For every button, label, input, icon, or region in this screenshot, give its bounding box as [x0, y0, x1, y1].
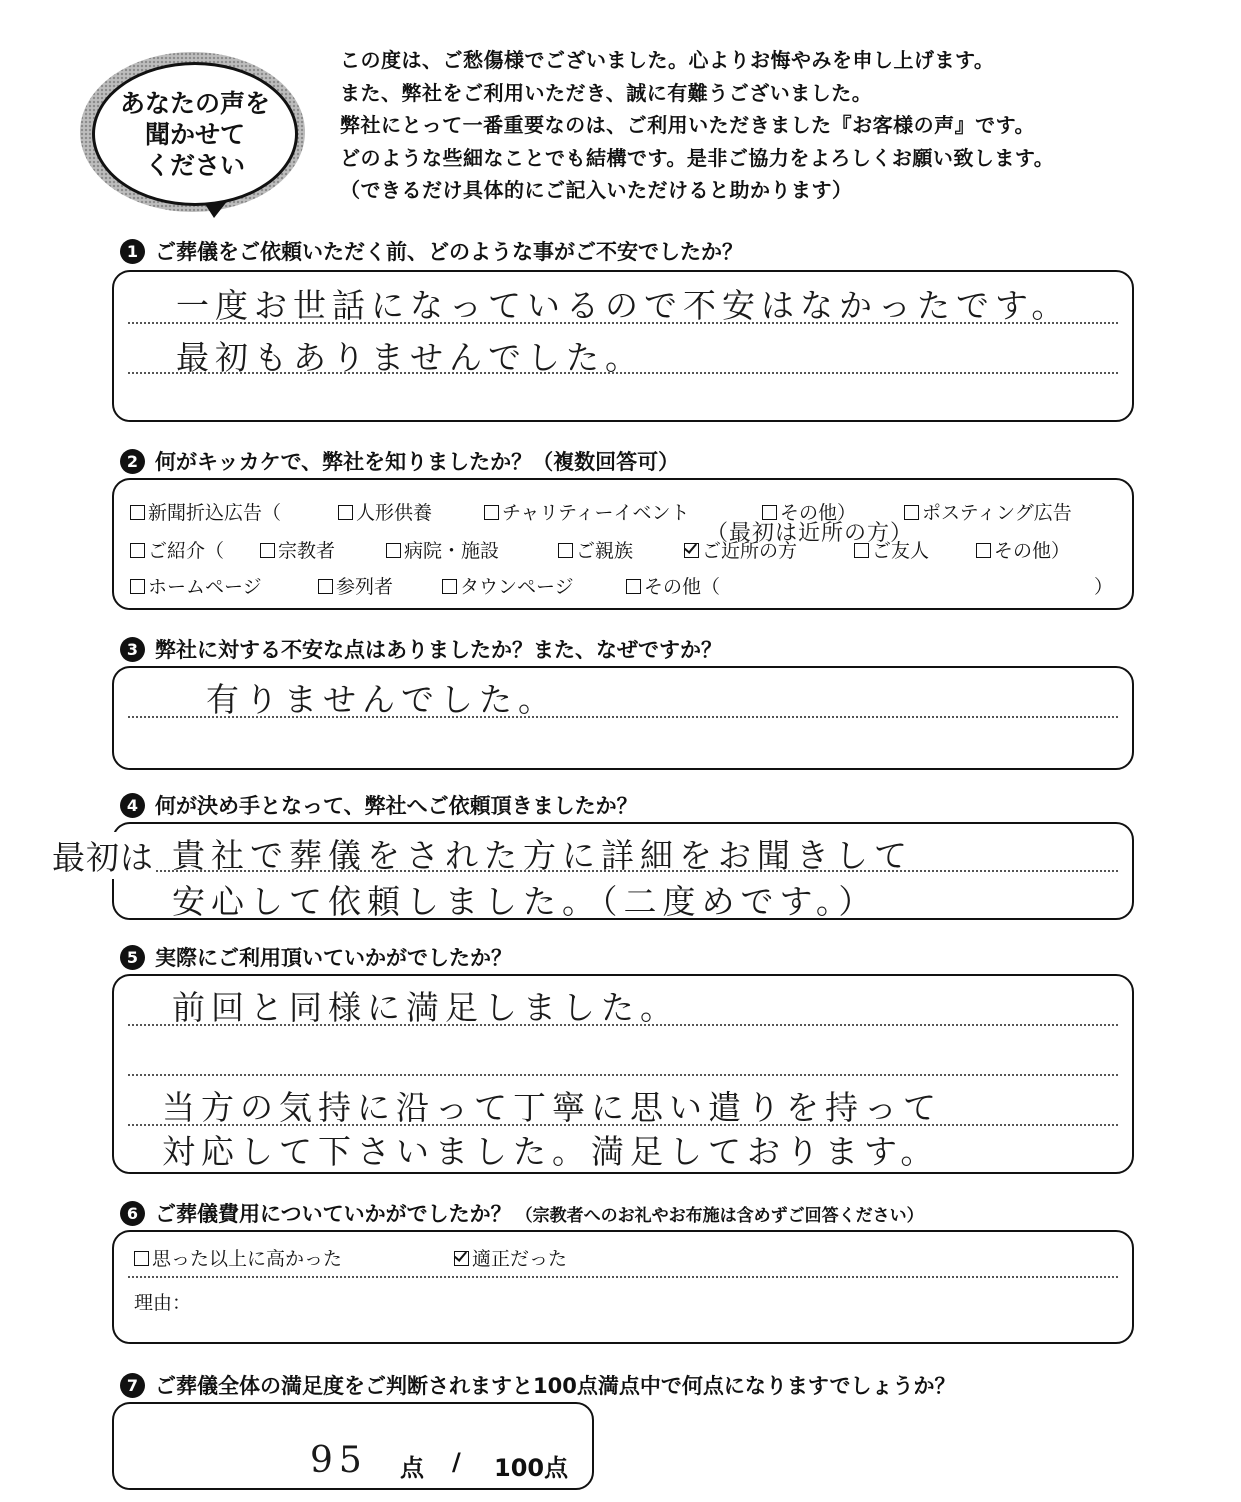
checkbox[interactable] [318, 579, 333, 594]
handwritten-answer: 前回と同様に満足しました。 [172, 988, 679, 1027]
intro-line: この度は、ご愁傷様でございました。心よりお悔やみを申し上げます。 [340, 48, 995, 72]
option-posting-ad[interactable]: ポスティング広告 [904, 498, 1072, 525]
question-7 [120, 1370, 955, 1400]
checkbox[interactable] [134, 1251, 149, 1266]
option-friend[interactable]: ご友人 [854, 536, 929, 563]
question-2 [120, 446, 679, 476]
intro-line: 弊社にとって一番重要なのは、ご利用いただきました『お客様の声』です。 [340, 113, 1035, 137]
intro-text [340, 44, 1054, 207]
handwritten-answer: 最初もありませんでした。 [176, 338, 644, 377]
question-number: 3 [120, 637, 145, 662]
answer-box-1[interactable] [112, 270, 1134, 422]
intro-line: どのような些細なことでも結構です。是非ご協力をよろしくお願い致します。 [340, 145, 1055, 170]
checkbox[interactable] [338, 505, 353, 520]
question-note: （宗教者へのお礼やお布施は含めずご回答ください） [515, 1205, 924, 1226]
option-newspaper[interactable]: 新聞折込広告（ [130, 498, 281, 525]
option-homepage[interactable]: ホームページ [130, 572, 262, 599]
checkbox[interactable] [386, 543, 401, 558]
option-charity-event[interactable]: チャリティーイベント [484, 498, 690, 525]
intro-line: また、弊社をご利用いただき、誠に有難うございました。 [340, 80, 873, 105]
option-referral[interactable]: ご紹介（ [130, 536, 224, 563]
checkbox-checked[interactable] [684, 543, 699, 558]
question-1 [120, 236, 743, 266]
checkbox[interactable] [260, 543, 275, 558]
closing-paren: ） [1094, 576, 1114, 598]
intro-line: （できるだけ具体的にご記入いただけると助かります） [340, 178, 853, 202]
answer-box-5[interactable] [112, 974, 1134, 1174]
option-other-3[interactable]: その他（ [626, 572, 720, 599]
checkbox-checked[interactable] [454, 1251, 469, 1266]
question-label: 何がキッカケで、弊社を知りましたか？（複数回答可） [155, 450, 680, 474]
option-relatives[interactable]: ご親族 [558, 536, 633, 563]
question-6 [120, 1198, 924, 1228]
option-neighbor[interactable]: ご近所の方 [684, 536, 797, 563]
question-label: ご葬儀費用についていかがでしたか？ [155, 1202, 512, 1226]
score-max: 100点 [494, 1454, 569, 1482]
handwritten-score: 95 [310, 1440, 368, 1481]
checkbox[interactable] [854, 543, 869, 558]
answer-box-6 [112, 1230, 1134, 1344]
question-label: 何が決め手となって、弊社へご依頼頂きましたか？ [155, 794, 638, 818]
handwritten-answer: 対応して下さいました。満足しております。 [162, 1132, 940, 1171]
score-slash: / [452, 1448, 461, 1476]
dotted-line [128, 1074, 1118, 1076]
checkbox[interactable] [130, 505, 145, 520]
question-number: 2 [120, 449, 145, 474]
option-other-2[interactable]: その他） [976, 536, 1070, 563]
handwritten-answer: 安心して依頼しました。（二度めです。） [172, 882, 878, 921]
checkbox[interactable] [558, 543, 573, 558]
question-label: 実際にご利用頂いていかがでしたか？ [155, 946, 512, 970]
question-number: 7 [120, 1373, 145, 1398]
answer-box-2 [112, 478, 1134, 610]
question-4 [120, 790, 638, 820]
handwritten-answer: 一度お世話になっているので不安はなかったです。 [176, 286, 1071, 325]
answer-box-4[interactable] [112, 822, 1134, 920]
option-hospital[interactable]: 病院・施設 [386, 536, 499, 563]
checkbox[interactable] [484, 505, 499, 520]
checkbox[interactable] [442, 579, 457, 594]
handwritten-note: （最初は近所の方） [706, 521, 914, 546]
option-appropriate[interactable]: 適正だった [454, 1244, 567, 1271]
speech-bubble [92, 62, 298, 206]
score-unit: 点 [400, 1454, 424, 1482]
checkbox[interactable] [626, 579, 641, 594]
handwritten-answer: 当方の気持に沿って丁寧に思い遣りを持って [162, 1088, 942, 1127]
handwritten-answer: 有りませんでした。 [206, 680, 557, 719]
score-box[interactable] [112, 1402, 594, 1490]
answer-box-3[interactable] [112, 666, 1134, 770]
question-number: 6 [120, 1201, 145, 1226]
handwritten-margin-note: 最初は [52, 832, 154, 879]
bubble-line-1: あなたの声を [119, 88, 270, 118]
bubble-line-2: 聞かせて [144, 119, 245, 149]
option-other-1[interactable]: その他） [762, 498, 856, 525]
bubble-line-3: ください [144, 150, 245, 180]
checkbox[interactable] [130, 543, 145, 558]
question-number: 5 [120, 945, 145, 970]
question-3 [120, 634, 722, 664]
option-attendee[interactable]: 参列者 [318, 572, 393, 599]
checkbox[interactable] [976, 543, 991, 558]
question-label: ご葬儀をご依頼いただく前、どのような事がご不安でしたか？ [155, 240, 743, 264]
reason-label: 理由： [134, 1292, 192, 1314]
handwritten-answer: 貴社で葬儀をされた方に詳細をお聞きして [172, 836, 913, 875]
question-number: 1 [120, 239, 145, 264]
option-clergy[interactable]: 宗教者 [260, 536, 335, 563]
question-number: 4 [120, 793, 145, 818]
dotted-line [128, 1276, 1118, 1278]
question-label: 弊社に対する不安な点はありましたか？また、なぜですか？ [155, 638, 722, 662]
option-doll-memorial[interactable]: 人形供養 [338, 498, 432, 525]
option-too-expensive[interactable]: 思った以上に高かった [134, 1244, 342, 1271]
option-town-page[interactable]: タウンページ [442, 572, 574, 599]
question-label: ご葬儀全体の満足度をご判断されますと100点満点中で何点になりますでしょうか？ [155, 1374, 956, 1398]
checkbox[interactable] [130, 579, 145, 594]
question-5 [120, 942, 512, 972]
